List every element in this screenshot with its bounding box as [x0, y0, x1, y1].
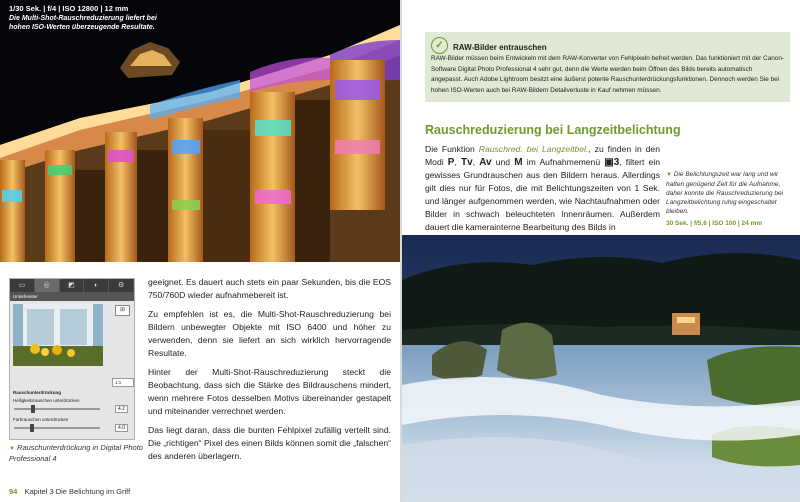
dpp-caption-text: Rauschunterdrückung in Digital Photo Professional 4 [9, 443, 143, 463]
dpp-luminance-label: Helligkeitsrauschen unterdrücken [13, 398, 80, 403]
dpp-fit-button[interactable]: ⊞ [115, 305, 130, 316]
body-after-function: , zu finden in den Modi [425, 144, 660, 167]
left-paragraph: Zu empfehlen ist es, die Multi-Shot-Rauschreduzierung bei Bildern unbewegter Objekte mit ISO 6400 und höher zu verwenden, denn sie liefert an sich wirklich hervorragende Resultate. [148, 309, 391, 358]
dpp-chroma-value[interactable]: 4.0 [115, 424, 128, 432]
photo-description: Die Multi-Shot-Rauschreduzierung liefert bei hohen ISO-Werten überzeugende Resultate. [9, 15, 157, 31]
chapter-title: Kapitel 3 Die Belichtung im Griff [24, 487, 131, 496]
dpp-preview-image [13, 304, 103, 366]
right-body-text: Die Funktion Rauschred. bei Langzeitbel., zu finden in den Modi P, Tv, Av und M im Aufnahmemenü ▣3, filtert ein gewisses Grundrauschen aus den Bildern heraus. Allerdings gilt dies nur für Fotos, die mit Belichtungszeiten von 1 Sek. und länger aufgenommen werden, wie Nachtaufnahmen oder Bilder in schwach beleuchteten Innenräumen. Außerdem dauert die kamerainterne Bearbeitung des Bilds in [425, 144, 661, 232]
dpp-tab-color[interactable]: ◐ [84, 279, 109, 292]
left-paragraph: Das liegt daran, dass die bunten Fehlpixel zufällig verteilt sind. Die „richtigen“ Pixel des einen Bilds können somit die „falschen“ des anderen überlagern. [148, 425, 391, 461]
dpp-zoom-select[interactable]: 1:1 [112, 378, 134, 387]
dpp-luminance-value[interactable]: 4.2 [115, 405, 128, 413]
mode-av-icon: Av [479, 157, 492, 168]
body-und: und [495, 157, 511, 167]
side-exif: 30 Sek. | f/5,6 | ISO 100 | 24 mm [666, 220, 763, 227]
body-intro: Die Funktion [425, 144, 475, 154]
mode-p-icon: P [447, 157, 455, 168]
dpp-tab-basic[interactable]: ▭ [10, 279, 35, 292]
dpp-tab-bar [10, 279, 134, 292]
rhine-falls-photo [402, 235, 800, 502]
page-number: 94 [9, 487, 18, 496]
body-after-modes: im Aufnahmemenü [526, 157, 601, 167]
brandenburg-gate-photo [0, 0, 400, 262]
tip-title: RAW-Bilder entrauschen [453, 43, 547, 52]
dpp-section-label: Rauschunterdrückung [13, 390, 62, 395]
dpp-tab-noise[interactable]: ◎ [35, 279, 60, 292]
left-paragraph: geeignet. Es dauert auch stets ein paar Sekunden, bis die EOS 750/760D wieder aufnahmebereit ist. [148, 277, 391, 300]
check-icon: ✓ [431, 37, 448, 54]
dpp-chroma-label: Farbrauschen unterdrücken [13, 417, 69, 422]
left-body-text [148, 276, 391, 469]
mode-tv-icon: Tv [460, 157, 473, 168]
page-footer [9, 487, 130, 496]
tip-box [425, 32, 790, 102]
side-caption [666, 170, 791, 216]
camera-menu-icon: ▣3 [604, 157, 620, 168]
function-name: Rauschred. bei Langzeitbel. [478, 144, 589, 154]
dpp-tab-settings[interactable]: ⚙ [109, 279, 134, 292]
caption-marker-icon: ▼ [9, 446, 15, 452]
photo-exif: 1/30 Sek. | f/4 | ISO 12800 | 12 mm [9, 4, 129, 13]
dpp-chroma-slider[interactable] [14, 427, 100, 429]
photo-caption [9, 4, 159, 32]
dpp-chroma-thumb[interactable] [30, 424, 34, 432]
dpp-caption [9, 443, 144, 464]
dpp-luminance-slider[interactable] [14, 408, 100, 410]
section-title: Rauschreduzierung bei Langzeitbelichtung [425, 123, 681, 137]
dpp-luminance-thumb[interactable] [31, 405, 35, 413]
dpp-noise-reduction-panel [9, 278, 135, 440]
dpp-tab-trim[interactable]: ◩ [60, 279, 85, 292]
mode-m-icon: M [514, 157, 523, 168]
tip-text: RAW-Bilder müssen beim Entwickeln mit dem RAW-Konverter von Fehlpixeln befreit werden. Das funktioniert mit der Canon-Software Digital Photo Professional 4 sehr gut, denn die Werte werden beim Öffnen des Bilds bereits automatisch angepasst. Auch Adobe Lightroom besitzt eine äußerst potente Rauschunterdrückungsfunktionen. Dennoch werden Sie bei hohen ISO-Werten auch bei RAW-Bildern Detailverluste in Kauf nehmen müssen. [431, 55, 785, 94]
side-caption-text: Die Belichtungszeit war lang und wir hatten genügend Zeit für die Aufnahme, daher konnte die Rauschreduzierung bei Langzeitbelichtung ruhig eingeschaltet bleiben. [666, 171, 784, 215]
body-rest: , filtert ein gewisses Grundrauschen aus den Bildern heraus. Allerdings gilt dies nur für Fotos, die mit Belichtungszeiten von 1 Sek. und länger aufgenommen werden, wie Nachtaufnahmen oder Bilder in schwach beleuchteten Innenräumen. Außerdem dauert die kamerainterne Bearbeitung des Bilds in [425, 157, 661, 232]
dpp-subwindow-title: Unterfenster [10, 292, 134, 301]
left-paragraph: Hinter der Multi-Shot-Rauschreduzierung steckt die Beobachtung, dass sich die Stärke des Bildrauschens mindert, wenn mehrere Fotos desselben Motivs übereinander gestapelt und miteinander verrechnet werden. [148, 367, 391, 416]
caption-marker-icon: ▼ [666, 172, 672, 178]
